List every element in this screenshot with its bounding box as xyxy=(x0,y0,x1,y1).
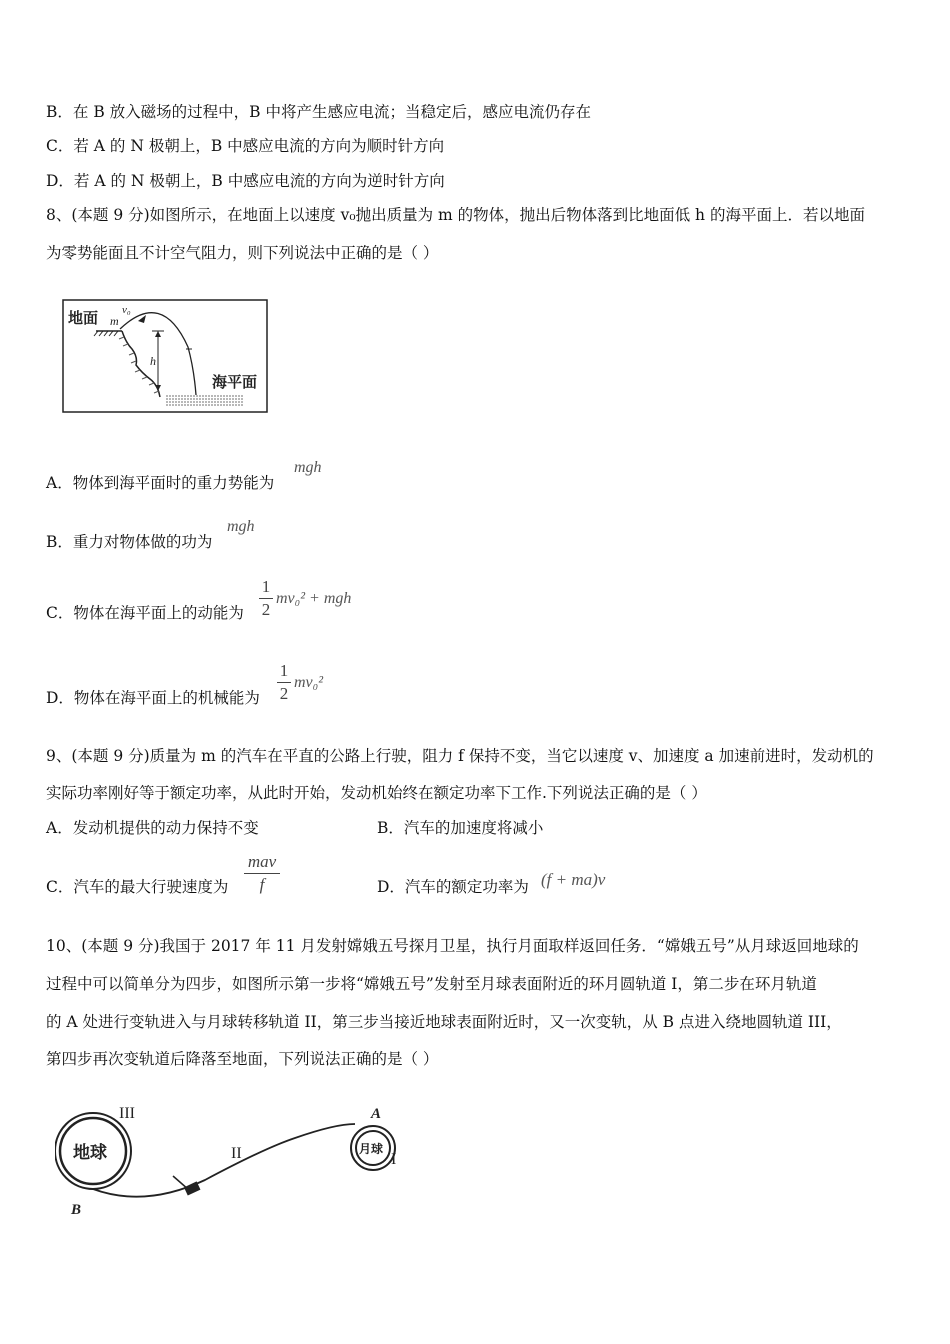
q9-option-b: B．汽车的加速度将减小 xyxy=(377,819,544,837)
fraction-numerator: 1 xyxy=(279,661,289,680)
orbit-iii-label: III xyxy=(119,1105,135,1122)
point-b-label: B xyxy=(71,1202,82,1218)
ground-label: 地面 xyxy=(68,309,99,327)
q8-option-c: C．物体在海平面上的动能为 xyxy=(46,604,244,622)
q8-figure xyxy=(62,299,268,414)
q8-option-a-math: mgh xyxy=(294,459,322,476)
q8-option-b-math: mgh xyxy=(227,518,255,535)
q10-figure xyxy=(55,1098,415,1223)
q8-option-b: B．重力对物体做的功为 xyxy=(46,533,213,551)
q9-option-a: A．发动机提供的动力保持不变 xyxy=(46,819,259,837)
orbit-i-label: I xyxy=(391,1151,397,1168)
q9-option-c: C．汽车的最大行驶速度为 xyxy=(46,878,229,896)
q10-stem-line3: 的 A 处进行变轨进入与月球转移轨道 II，第三步当接近地球表面附近时，又一次变轨，从 B 点进入绕地圆轨道 III， xyxy=(46,1013,842,1031)
fraction-denominator: f xyxy=(259,875,265,894)
fraction-denominator: 2 xyxy=(261,600,271,619)
transfer-orbit-ii xyxy=(93,1124,355,1197)
fraction-numerator: 1 xyxy=(261,577,271,596)
velocity-label: v₀ xyxy=(122,304,131,316)
q10-stem-line2: 过程中可以简单分为四步，如图所示第一步将“嫦娥五号”发射至月球表面附近的环月圆轨道 I，第二步在环月轨道 xyxy=(46,975,817,993)
point-a-label: A xyxy=(371,1106,382,1122)
q8-option-a: A．物体到海平面时的重力势能为 xyxy=(46,474,275,492)
q9-option-c-fraction xyxy=(244,853,280,894)
q8-option-d: D．物体在海平面上的机械能为 xyxy=(46,689,260,707)
fraction-numerator: mav xyxy=(247,852,277,871)
q7-option-b: B．在 B 放入磁场的过程中，B 中将产生感应电流；当稳定后，感应电流仍存在 xyxy=(46,103,591,121)
q10-stem-line4: 第四步再次变轨道后降落至地面，下列说法正确的是（ ） xyxy=(46,1050,439,1068)
q8-option-d-math: mv₀² xyxy=(294,674,324,691)
q7-option-c: C．若 A 的 N 极朝上，B 中感应电流的方向为顺时针方向 xyxy=(46,137,445,155)
earth-label: 地球 xyxy=(73,1143,107,1163)
probe-icon xyxy=(173,1176,200,1195)
q9-stem-line2: 实际功率刚好等于额定功率，从此时开始，发动机始终在额定功率下工作.下列说法正确的是（ ） xyxy=(46,784,707,802)
q8-option-c-fraction xyxy=(259,578,273,619)
q8-option-d-fraction xyxy=(277,662,291,703)
q7-option-d: D．若 A 的 N 极朝上，B 中感应电流的方向为逆时针方向 xyxy=(46,172,445,190)
mass-label: m xyxy=(110,314,119,328)
fraction-denominator: 2 xyxy=(279,684,289,703)
height-label: h xyxy=(150,354,156,368)
q10-stem-line1: 10、(本题 9 分)我国于 2017 年 11 月发射嫦娥五号探月卫星，执行月面取样返回任务．“嫦娥五号”从月球返回地球的 xyxy=(46,937,859,955)
q9-option-d: D．汽车的额定功率为 xyxy=(377,878,529,896)
q8-stem-line2: 为零势能面且不计空气阻力，则下列说法中正确的是（ ） xyxy=(46,244,439,262)
sea-label: 海平面 xyxy=(212,373,258,391)
moon-label: 月球 xyxy=(359,1142,384,1156)
q9-stem-line1: 9、(本题 9 分)质量为 m 的汽车在平直的公路上行驶，阻力 f 保持不变，当它以速度 v、加速度 a 加速前进时，发动机的 xyxy=(46,747,874,765)
q9-option-d-math: (f + ma)v xyxy=(541,870,606,889)
q8-stem-line1: 8、(本题 9 分)如图所示，在地面上以速度 v₀抛出质量为 m 的物体，抛出后物体落到比地面低 h 的海平面上．若以地面 xyxy=(46,206,865,224)
orbit-ii-label: II xyxy=(231,1145,242,1162)
q8-option-c-math: mv₀² + mgh xyxy=(276,590,352,607)
